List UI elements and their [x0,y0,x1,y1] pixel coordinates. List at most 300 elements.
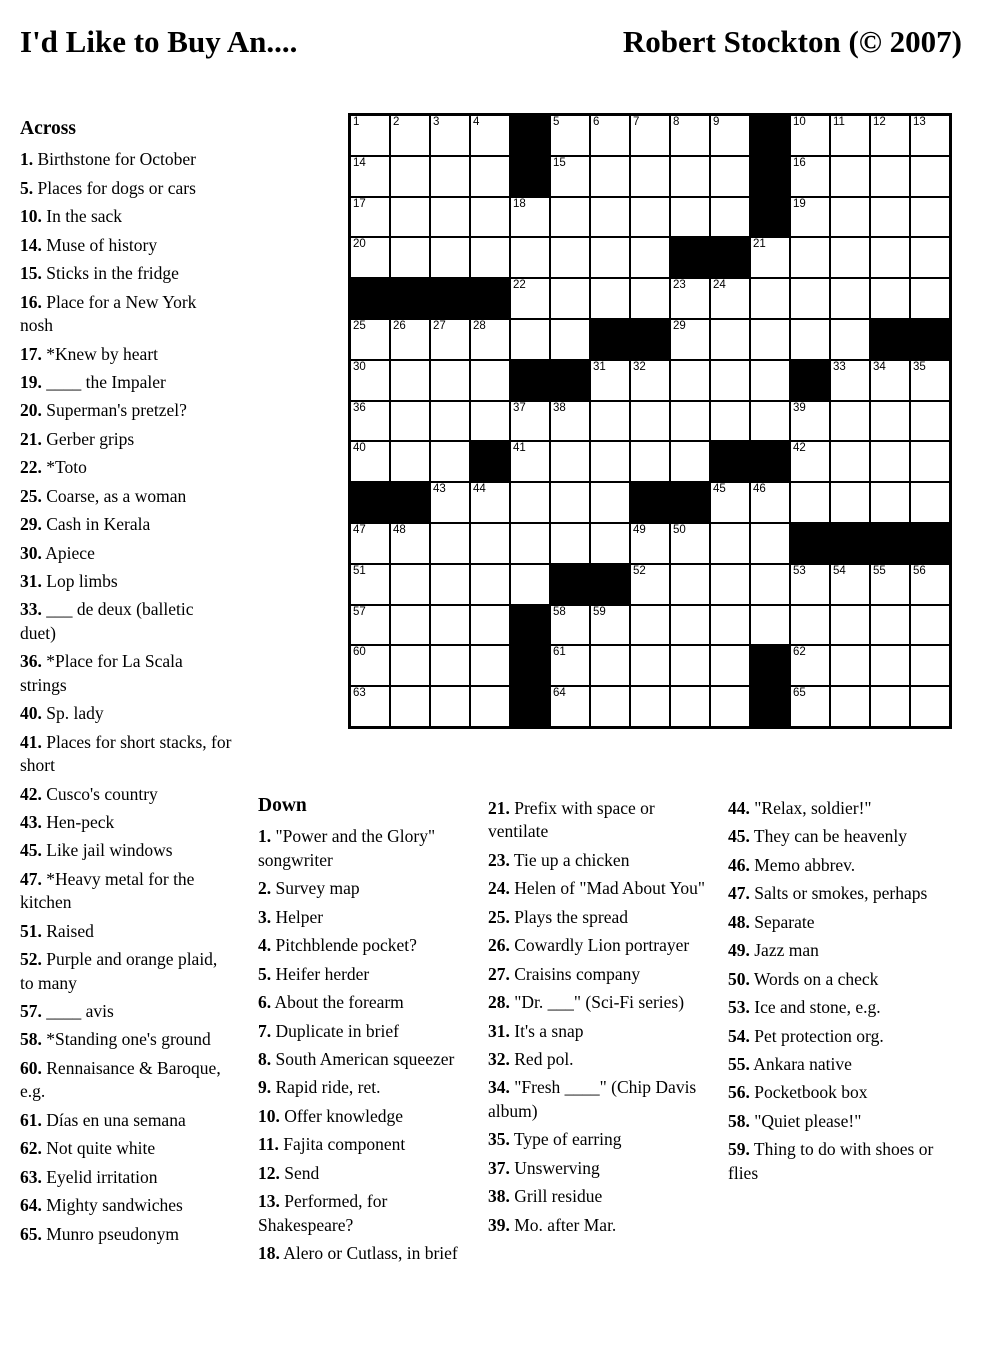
cell-number-47: 47 [353,523,366,536]
grid-cell-r4c8[interactable] [631,238,669,277]
grid-cell-r15c15[interactable] [911,687,949,726]
down-clue-9: 9. Rapid ride, ret. [258,1077,381,1098]
grid-cell-r8c8[interactable] [631,402,669,441]
grid-cell-r3c2[interactable] [391,198,429,237]
grid-cell-r13c11[interactable] [751,606,789,645]
grid-cell-r14c12[interactable] [791,646,829,685]
grid-cell-r2c9[interactable] [671,157,709,196]
grid-cell-r3c15[interactable] [911,198,949,237]
down-clue-53: 53. Ice and stone, e.g. [728,997,881,1018]
down-clue-list-2 [488,797,708,1237]
grid-cell-r3c14[interactable] [871,198,909,237]
grid-cell-r13c1[interactable] [351,606,389,645]
grid-cell-r1c13[interactable] [831,116,869,155]
black-square [351,279,389,318]
grid-cell-r7c2[interactable] [391,361,429,400]
grid-cell-r7c10[interactable] [711,361,749,400]
grid-cell-r3c3[interactable] [431,198,469,237]
across-heading: Across [20,118,76,139]
grid-cell-r11c10[interactable] [711,524,749,563]
grid-cell-r4c12[interactable] [791,238,829,277]
across-clue-36: 36. *Place for La Scala strings [20,651,183,695]
grid-cell-r12c3[interactable] [431,565,469,604]
grid-cell-r14c3[interactable] [431,646,469,685]
cell-number-61: 61 [553,646,566,659]
grid-cell-r10c12[interactable] [791,483,829,522]
grid-cell-r4c14[interactable] [871,238,909,277]
grid-cell-r15c7[interactable] [591,687,629,726]
grid-cell-r9c12[interactable] [791,442,829,481]
grid-cell-r8c10[interactable] [711,402,749,441]
across-clue-15: 15. Sticks in the fridge [20,263,179,284]
grid-cell-r11c11[interactable] [751,524,789,563]
grid-cell-r14c8[interactable] [631,646,669,685]
grid-cell-r2c10[interactable] [711,157,749,196]
grid-cell-r9c2[interactable] [391,442,429,481]
across-clue-list [20,148,232,1246]
black-square [751,157,789,196]
grid-cell-r3c4[interactable] [471,198,509,237]
grid-cell-r11c7[interactable] [591,524,629,563]
grid-cell-r13c3[interactable] [431,606,469,645]
grid-cell-r8c15[interactable] [911,402,949,441]
down-clue-4: 4. Pitchblende pocket? [258,935,417,956]
grid-cell-r8c14[interactable] [871,402,909,441]
across-clue-number: 45. [20,840,42,861]
black-square [631,320,669,359]
grid-cell-r2c14[interactable] [871,157,909,196]
grid-cell-r13c8[interactable] [631,606,669,645]
grid-cell-r12c13[interactable] [831,565,869,604]
grid-cell-r10c10[interactable] [711,483,749,522]
down-clue-number: 45. [728,826,750,847]
across-clue-45: 45. Like jail windows [20,840,173,861]
down-clue-3: 3. Helper [258,906,324,927]
black-square [511,116,549,155]
down-clue-38: 38. Grill residue [488,1186,603,1207]
cell-number-51: 51 [353,564,366,577]
grid-cell-r14c1[interactable] [351,646,389,685]
grid-cell-r1c7[interactable] [591,116,629,155]
cell-number-12: 12 [873,116,886,128]
grid-cell-r7c14[interactable] [871,361,909,400]
grid-cell-r1c4[interactable] [471,116,509,155]
grid-cell-r15c8[interactable] [631,687,669,726]
cell-number-60: 60 [353,646,366,659]
grid-cell-r4c15[interactable] [911,238,949,277]
down-clue-number: 39. [488,1214,510,1235]
down-clue-number: 5. [258,963,272,984]
across-clue-number: 17. [20,343,42,364]
grid-cell-r11c9[interactable] [671,524,709,563]
grid-cell-r2c15[interactable] [911,157,949,196]
grid-cell-r9c14[interactable] [871,442,909,481]
grid-cell-r5c13[interactable] [831,279,869,318]
across-clue-10: 10. In the sack [20,206,123,227]
cell-number-8: 8 [673,116,680,128]
cell-number-23: 23 [673,279,686,292]
grid-cell-r15c4[interactable] [471,687,509,726]
grid-cell-r9c5[interactable] [511,442,549,481]
grid-cell-r9c9[interactable] [671,442,709,481]
grid-cell-r9c7[interactable] [591,442,629,481]
down-clue-28: 28. "Dr. ___" (Sci-Fi series) [488,992,685,1013]
grid-cell-r6c1[interactable] [351,320,389,359]
grid-cell-r9c13[interactable] [831,442,869,481]
cell-number-37: 37 [513,401,526,414]
grid-cell-r9c6[interactable] [551,442,589,481]
grid-cell-r15c13[interactable] [831,687,869,726]
grid-cell-r13c14[interactable] [871,606,909,645]
grid-cell-r1c6[interactable] [551,116,589,155]
black-square [671,238,709,277]
grid-cell-r12c12[interactable] [791,565,829,604]
grid-cell-r12c9[interactable] [671,565,709,604]
grid-cell-r15c3[interactable] [431,687,469,726]
grid-cell-r8c6[interactable] [551,402,589,441]
grid-cell-r7c3[interactable] [431,361,469,400]
grid-cell-r5c9[interactable] [671,279,709,318]
grid-cell-r8c3[interactable] [431,402,469,441]
across-clue-57: 57. ____ avis [20,1001,114,1021]
cell-number-18: 18 [513,197,526,210]
down-clue-39: 39. Mo. after Mar. [488,1214,617,1235]
across-clue-number: 22. [20,457,42,478]
across-clue-65: 65. Munro pseudonym [20,1223,179,1244]
across-clue-number: 57. [20,1001,42,1021]
grid-cell-r4c1[interactable] [351,238,389,277]
grid-cell-r2c3[interactable] [431,157,469,196]
across-clue-number: 5. [20,177,34,198]
grid-cell-r1c15[interactable] [911,116,949,155]
cell-number-52: 52 [633,564,646,577]
grid-cell-r5c11[interactable] [751,279,789,318]
grid-cell-r4c6[interactable] [551,238,589,277]
grid-cell-r11c5[interactable] [511,524,549,563]
across-clue-33: 33. ___ de deux (balletic duet) [20,599,194,643]
grid-cell-r5c12[interactable] [791,279,829,318]
across-clue-19: 19. ____ the Impaler [20,371,166,392]
down-clue-number: 4. [258,935,272,956]
grid-cell-r14c7[interactable] [591,646,629,685]
grid-cell-r7c4[interactable] [471,361,509,400]
grid-cell-r1c3[interactable] [431,116,469,155]
across-clue-42: 42. Cusco's country [20,783,158,804]
across-clue-41: 41. Places for short stacks, for short [20,731,232,776]
grid-cell-r1c2[interactable] [391,116,429,155]
grid-cell-r15c12[interactable] [791,687,829,726]
across-clue-number: 42. [20,783,42,804]
grid-cell-r4c11[interactable] [751,238,789,277]
grid-cell-r10c14[interactable] [871,483,909,522]
down-clue-number: 1. [258,826,272,847]
grid-cell-r5c8[interactable] [631,279,669,318]
down-clue-number: 44. [728,798,750,818]
grid-cell-r7c11[interactable] [751,361,789,400]
across-clue-number: 62. [20,1138,42,1159]
grid-cell-r10c4[interactable] [471,483,509,522]
grid-cell-r12c10[interactable] [711,565,749,604]
grid-cell-r12c8[interactable] [631,565,669,604]
grid-cell-r3c12[interactable] [791,198,829,237]
grid-cell-r13c6[interactable] [551,606,589,645]
grid-cell-r13c10[interactable] [711,606,749,645]
across-clue-31: 31. Lop limbs [20,571,118,591]
grid-cell-r12c1[interactable] [351,565,389,604]
grid-cell-r11c4[interactable] [471,524,509,563]
grid-cell-r14c6[interactable] [551,646,589,685]
grid-cell-r8c7[interactable] [591,402,629,441]
grid-cell-r5c7[interactable] [591,279,629,318]
grid-cell-r8c13[interactable] [831,402,869,441]
down-clue-number: 3. [258,906,272,927]
across-clue-number: 61. [20,1109,42,1130]
grid-cell-r11c3[interactable] [431,524,469,563]
grid-cell-r3c10[interactable] [711,198,749,237]
grid-cell-r2c2[interactable] [391,157,429,196]
grid-cell-r3c9[interactable] [671,198,709,237]
grid-cell-r10c6[interactable] [551,483,589,522]
grid-cell-r4c13[interactable] [831,238,869,277]
cell-number-20: 20 [353,238,366,251]
grid-cell-r12c14[interactable] [871,565,909,604]
grid-cell-r2c13[interactable] [831,157,869,196]
black-square [711,238,749,277]
grid-cell-r8c12[interactable] [791,402,829,441]
cell-number-14: 14 [353,156,366,169]
grid-cell-r12c15[interactable] [911,565,949,604]
grid-cell-r3c1[interactable] [351,198,389,237]
grid-cell-r6c9[interactable] [671,320,709,359]
grid-cell-r15c1[interactable] [351,687,389,726]
grid-cell-r10c13[interactable] [831,483,869,522]
grid-cell-r6c12[interactable] [791,320,829,359]
cell-number-21: 21 [753,238,766,251]
grid-cell-r13c13[interactable] [831,606,869,645]
down-clue-number: 27. [488,963,510,984]
grid-cell-r13c4[interactable] [471,606,509,645]
down-clue-number: 21. [488,798,510,818]
black-square [831,524,869,563]
across-clue-number: 36. [20,651,42,672]
grid-cell-r7c7[interactable] [591,361,629,400]
grid-cell-r15c9[interactable] [671,687,709,726]
grid-cell-r8c11[interactable] [751,402,789,441]
across-clue-22: 22. *Toto [20,457,87,478]
down-clue-13: 13. Performed, for Shakespeare? [258,1191,388,1235]
down-clue-number: 2. [258,878,272,899]
down-clue-23: 23. Tie up a chicken [488,849,630,870]
grid-cell-r12c4[interactable] [471,565,509,604]
grid-cell-r11c6[interactable] [551,524,589,563]
grid-cell-r3c5[interactable] [511,198,549,237]
grid-cell-r4c4[interactable] [471,238,509,277]
grid-cell-r1c8[interactable] [631,116,669,155]
down-clue-number: 31. [488,1020,510,1041]
grid-cell-r10c5[interactable] [511,483,549,522]
grid-cell-r4c5[interactable] [511,238,549,277]
grid-cell-r8c9[interactable] [671,402,709,441]
grid-cell-r15c10[interactable] [711,687,749,726]
grid-cell-r9c3[interactable] [431,442,469,481]
cell-number-65: 65 [793,687,806,700]
grid-cell-r10c3[interactable] [431,483,469,522]
grid-cell-r6c13[interactable] [831,320,869,359]
grid-cell-r11c8[interactable] [631,524,669,563]
grid-cell-r2c1[interactable] [351,157,389,196]
grid-cell-r6c6[interactable] [551,320,589,359]
grid-cell-r10c15[interactable] [911,483,949,522]
grid-cell-r6c10[interactable] [711,320,749,359]
black-square [631,483,669,522]
grid-cell-r13c2[interactable] [391,606,429,645]
grid-cell-r7c15[interactable] [911,361,949,400]
grid-cell-r2c12[interactable] [791,157,829,196]
grid-cell-r4c7[interactable] [591,238,629,277]
black-square [391,279,429,318]
grid-cell-r7c1[interactable] [351,361,389,400]
grid-cell-r2c8[interactable] [631,157,669,196]
grid-cell-r12c11[interactable] [751,565,789,604]
grid-cell-r11c2[interactable] [391,524,429,563]
grid-cell-r6c3[interactable] [431,320,469,359]
black-square [871,320,909,359]
grid-cell-r4c3[interactable] [431,238,469,277]
grid-cell-r1c1[interactable] [351,116,389,155]
cell-number-29: 29 [673,319,686,332]
down-clue-number: 53. [728,997,750,1018]
down-clue-number: 11. [258,1134,279,1155]
down-clue-12: 12. Send [258,1162,320,1183]
grid-cell-r3c8[interactable] [631,198,669,237]
grid-cell-r14c14[interactable] [871,646,909,685]
grid-cell-r13c7[interactable] [591,606,629,645]
across-clue-52: 52. Purple and orange plaid, to many [20,949,218,993]
grid-cell-r3c13[interactable] [831,198,869,237]
grid-cell-r5c14[interactable] [871,279,909,318]
across-clue-number: 43. [20,811,42,832]
grid-cell-r2c4[interactable] [471,157,509,196]
grid-cell-r13c12[interactable] [791,606,829,645]
black-square [471,442,509,481]
cell-number-40: 40 [353,442,366,455]
across-clue-number: 64. [20,1195,42,1216]
grid-cell-r1c12[interactable] [791,116,829,155]
down-clue-25: 25. Plays the spread [488,906,628,927]
down-clue-24: 24. Helen of "Mad About You" [488,878,705,899]
across-clue-20: 20. Superman's pretzel? [20,400,187,421]
grid-cell-r12c2[interactable] [391,565,429,604]
cell-number-5: 5 [553,116,560,128]
down-clue-number: 7. [258,1020,272,1041]
grid-cell-r3c6[interactable] [551,198,589,237]
black-square [751,116,789,155]
down-clue-number: 6. [258,992,272,1013]
black-square [911,320,949,359]
across-clue-number: 47. [20,868,42,889]
grid-cell-r13c9[interactable] [671,606,709,645]
grid-cell-r9c15[interactable] [911,442,949,481]
grid-cell-r14c13[interactable] [831,646,869,685]
grid-cell-r5c10[interactable] [711,279,749,318]
down-clue-number: 37. [488,1157,510,1178]
down-clue-54: 54. Pet protection org. [728,1025,884,1046]
cell-number-63: 63 [353,687,366,700]
black-square [471,279,509,318]
grid-cell-r6c2[interactable] [391,320,429,359]
across-clue-number: 25. [20,485,42,506]
cell-number-43: 43 [433,483,446,496]
grid-cell-r7c9[interactable] [671,361,709,400]
across-clue-17: 17. *Knew by heart [20,343,159,364]
cell-number-1: 1 [353,116,360,128]
grid-cell-r9c1[interactable] [351,442,389,481]
grid-cell-r1c10[interactable] [711,116,749,155]
grid-cell-r5c5[interactable] [511,279,549,318]
grid-cell-r6c4[interactable] [471,320,509,359]
down-clue-number: 55. [728,1053,750,1074]
cell-number-46: 46 [753,483,766,496]
grid-cell-r2c7[interactable] [591,157,629,196]
grid-cell-r10c7[interactable] [591,483,629,522]
grid-cell-r7c13[interactable] [831,361,869,400]
grid-cell-r8c4[interactable] [471,402,509,441]
down-clues-column-2 [488,797,708,1242]
grid-cell-r15c6[interactable] [551,687,589,726]
grid-cell-r9c8[interactable] [631,442,669,481]
grid-cell-r14c2[interactable] [391,646,429,685]
grid-cell-r5c6[interactable] [551,279,589,318]
cell-number-19: 19 [793,197,806,210]
grid-cell-r6c11[interactable] [751,320,789,359]
grid-cell-r14c15[interactable] [911,646,949,685]
grid-cell-r11c1[interactable] [351,524,389,563]
grid-cell-r10c11[interactable] [751,483,789,522]
grid-cell-r12c5[interactable] [511,565,549,604]
grid-cell-r1c14[interactable] [871,116,909,155]
grid-cell-r8c5[interactable] [511,402,549,441]
grid-cell-r15c14[interactable] [871,687,909,726]
grid-cell-r14c9[interactable] [671,646,709,685]
grid-cell-r14c4[interactable] [471,646,509,685]
grid-cell-r8c2[interactable] [391,402,429,441]
across-clue-1: 1. Birthstone for October [20,149,196,170]
down-clue-10: 10. Offer knowledge [258,1105,403,1126]
grid-cell-r5c15[interactable] [911,279,949,318]
grid-cell-r6c5[interactable] [511,320,549,359]
puzzle-byline: Robert Stockton (© 2007) [622,24,962,59]
grid-cell-r3c7[interactable] [591,198,629,237]
down-clue-number: 10. [258,1105,280,1126]
grid-cell-r8c1[interactable] [351,402,389,441]
black-square [511,361,549,400]
grid-cell-r7c8[interactable] [631,361,669,400]
down-clue-number: 59. [728,1139,750,1160]
grid-cell-r1c9[interactable] [671,116,709,155]
down-clue-45: 45. They can be heavenly [728,826,907,847]
down-clue-number: 35. [488,1129,510,1150]
grid-cell-r14c10[interactable] [711,646,749,685]
down-clues-column-1 [258,795,472,1270]
down-clue-7: 7. Duplicate in brief [258,1020,399,1041]
down-clue-number: 48. [728,911,750,932]
grid-cell-r15c2[interactable] [391,687,429,726]
grid-cell-r4c2[interactable] [391,238,429,277]
down-clue-59: 59. Thing to do with shoes or flies [728,1139,934,1183]
grid-cell-r13c15[interactable] [911,606,949,645]
cell-number-54: 54 [833,564,846,577]
grid-cell-r2c6[interactable] [551,157,589,196]
